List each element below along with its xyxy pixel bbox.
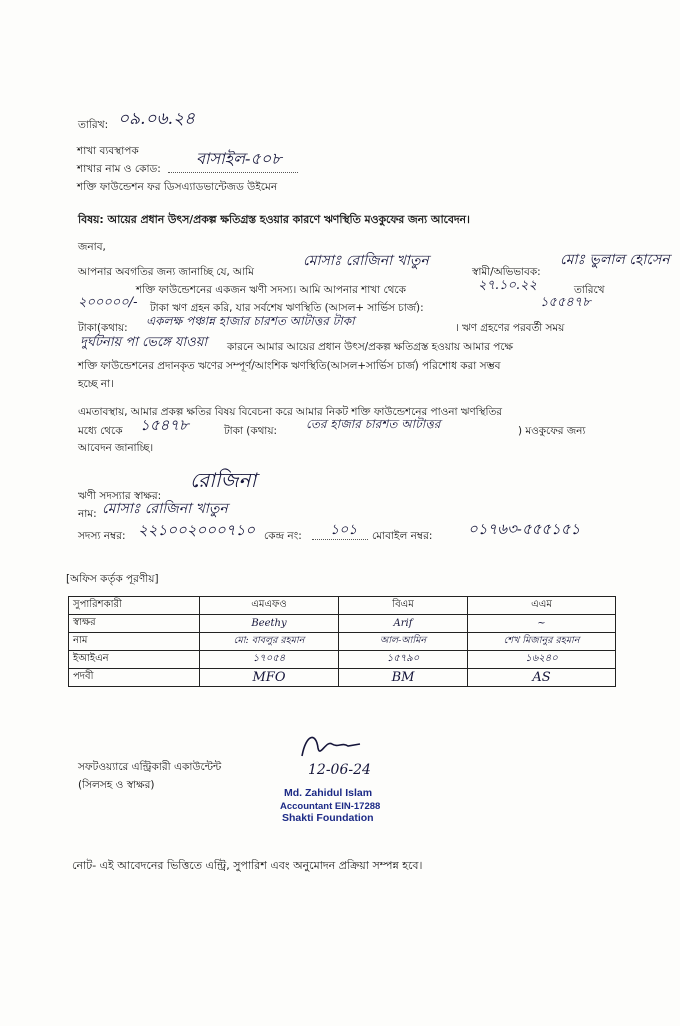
am-name: শেখ মিজানুর রহমান: [468, 633, 616, 651]
row-label: পদবী: [69, 669, 200, 687]
office-heading: [অফিস কর্তৃক পূরণীয়]: [66, 573, 159, 585]
center-label: কেন্দ্র নং:: [264, 530, 302, 542]
balance-words: একলক্ষ পঞ্চান্ন হাজার চারশত আটাত্তর টাকা: [146, 314, 355, 328]
branch-label: শাখার নাম ও কোড:: [77, 163, 161, 175]
salutation: জনাব,: [78, 241, 106, 253]
mfo-ein: ১৭০৫৪: [200, 651, 339, 669]
accountant-sign-date: 12-06-24: [308, 762, 371, 778]
member-number-label: সদস্য নম্বর:: [78, 530, 126, 542]
bm-designation: BM: [339, 669, 468, 687]
member-number-value: ২২১০০২০০০৭১০: [138, 521, 255, 539]
subject: বিষয়: আয়ের প্রধান উৎস/প্রকল্প ক্ষতিগ্রস্ত হওয়ার কারণে ঋণস্থিতি মওকুফের জন্য আবেদন।: [78, 213, 470, 226]
table-row: [69, 597, 616, 615]
para1-text-1: আপনার অবগতির জন্য জানাচ্ছি যে, আমি: [78, 266, 254, 278]
cause-text: দুর্ঘটনায় পা ভেঙ্গে যাওয়া: [80, 335, 208, 350]
am-signature: ~: [468, 615, 616, 633]
guardian-name: মোঃ ভুলাল হোসেন: [560, 252, 670, 268]
member-signature: রোজিনা: [190, 468, 257, 492]
am-designation: AS: [468, 669, 616, 687]
accountant-label: সফটওয়্যারে এন্ট্রিকারী একাউন্টেন্ট: [78, 761, 222, 773]
stamp-name: Md. Zahidul Islam: [284, 787, 373, 799]
branch-value: বাসাইল-৫০৮: [196, 149, 282, 168]
row-label: নাম: [69, 633, 200, 651]
date-value: ০৯.০৬.২৪: [118, 109, 196, 129]
member-name-label: নাম:: [78, 508, 97, 520]
header-cell: বিএম: [339, 597, 468, 615]
accountant-signature: [296, 730, 366, 764]
loan-amount: ২০০০০০/-: [78, 295, 138, 310]
para1-text-6: টাকা(কথায়:: [78, 322, 128, 334]
para2-text-5: আবেদন জানাচ্ছি।: [78, 442, 154, 454]
row-label: ইআইএন: [69, 651, 200, 669]
member-name-value: মোসাঃ রোজিনা খাতুন: [102, 501, 228, 517]
mfo-name: মো: বাবলুর রহমান: [200, 633, 339, 651]
row-label: স্বাক্ষর: [69, 615, 200, 633]
para1-text-3: শক্তি ফাউন্ডেশনের একজন ঋণী সদস্য। আমি আপনার শাখা থেকে: [136, 284, 406, 296]
header-cell: সুপারিশকারী: [69, 597, 200, 615]
bm-name: আল-আমিন: [339, 633, 468, 651]
table-row: [69, 651, 616, 669]
member-signature-label: ঋণী সদস্যার স্বাক্ষর:: [78, 490, 162, 502]
stamp-title: Accountant EIN-17288: [280, 801, 381, 812]
center-value: ১০১: [330, 522, 358, 538]
org-line: শক্তি ফাউন্ডেশন ফর ডিসএ্যাডভান্টেজড উইমেন: [77, 181, 278, 193]
waiver-words: তের হাজার চারশত আটাত্তর: [306, 417, 441, 431]
header-cell: এমএফও: [200, 597, 339, 615]
balance-amount: ১৫৫৪৭৮: [540, 295, 591, 310]
para1-text-5: টাকা ঋণ গ্রহন করি, যার সর্বশেষ ঋণস্থিতি (আসল+ সার্ভিস চার্জ):: [150, 302, 424, 314]
para2-text-3: টাকা (কথায়:: [224, 425, 277, 437]
header-cell: এএম: [468, 597, 616, 615]
mfo-designation: MFO: [200, 669, 339, 687]
manager-line: শাখা ব্যবস্থাপক: [77, 145, 139, 157]
para2-text-1: এমতাবস্থায়, আমার প্রকল্প ক্ষতির বিষয় বিবেচনা করে আমার নিকট শক্তি ফাউন্ডেশনের পাওনা ঋণস্থিতির: [78, 406, 502, 418]
loan-date: ২৭.১০.২২: [478, 278, 537, 293]
para1-text-7: । ঋণ গ্রহণের পরবর্তী সময়: [455, 322, 565, 334]
mfo-signature: Beethy: [200, 615, 339, 633]
para2-text-4: ) মওকুফের জন্য: [518, 425, 586, 437]
applicant-name: মোসাঃ রোজিনা খাতুন: [303, 253, 429, 269]
mobile-label: মোবাইল নম্বর:: [372, 530, 433, 542]
mobile-value: ০১৭৬৩-৫৫৫১৫১: [468, 520, 581, 538]
date-label: তারিখ:: [78, 119, 109, 131]
footer-note: নোট- এই আবেদনের ভিত্তিতে এন্ট্রি, সুপারিশ এবং অনুমোদন প্রক্রিয়া সম্পন্ন হবে।: [72, 859, 423, 872]
para1-text-4: তারিখে: [574, 284, 605, 296]
para1-text-8: কারনে আমার আয়ের প্রধান উৎস/প্রকল্প ক্ষতিগ্রস্ত হওয়ায় আমার পক্ষে: [227, 341, 513, 353]
office-table: [68, 596, 616, 687]
waiver-amount: ১৫৪৭৮: [140, 416, 189, 434]
bm-signature: Arif: [339, 615, 468, 633]
para2-text-2: মধ্যে থেকে: [78, 425, 123, 437]
accountant-seal-label: (সিলসহ ও স্বাক্ষর): [78, 779, 155, 791]
am-ein: ১৬২৪০: [468, 651, 616, 669]
bm-ein: ১৫৭৯০: [339, 651, 468, 669]
para1-text-2: স্বামী/অভিভাবক:: [472, 266, 541, 278]
para1-text-9: শক্তি ফাউন্ডেশনের প্রদানকৃত ঋণের সম্পূর্ণ/আংশিক ঋণস্থিতি(আসল+সার্ভিস চার্জ) পরিশোধ করা সম্ভব: [78, 360, 501, 372]
stamp-org: Shakti Foundation: [282, 812, 374, 824]
para1-text-10: হচ্ছে না।: [78, 378, 114, 390]
table-row: [69, 615, 616, 633]
table-row: [69, 669, 616, 687]
table-row: [69, 633, 616, 651]
